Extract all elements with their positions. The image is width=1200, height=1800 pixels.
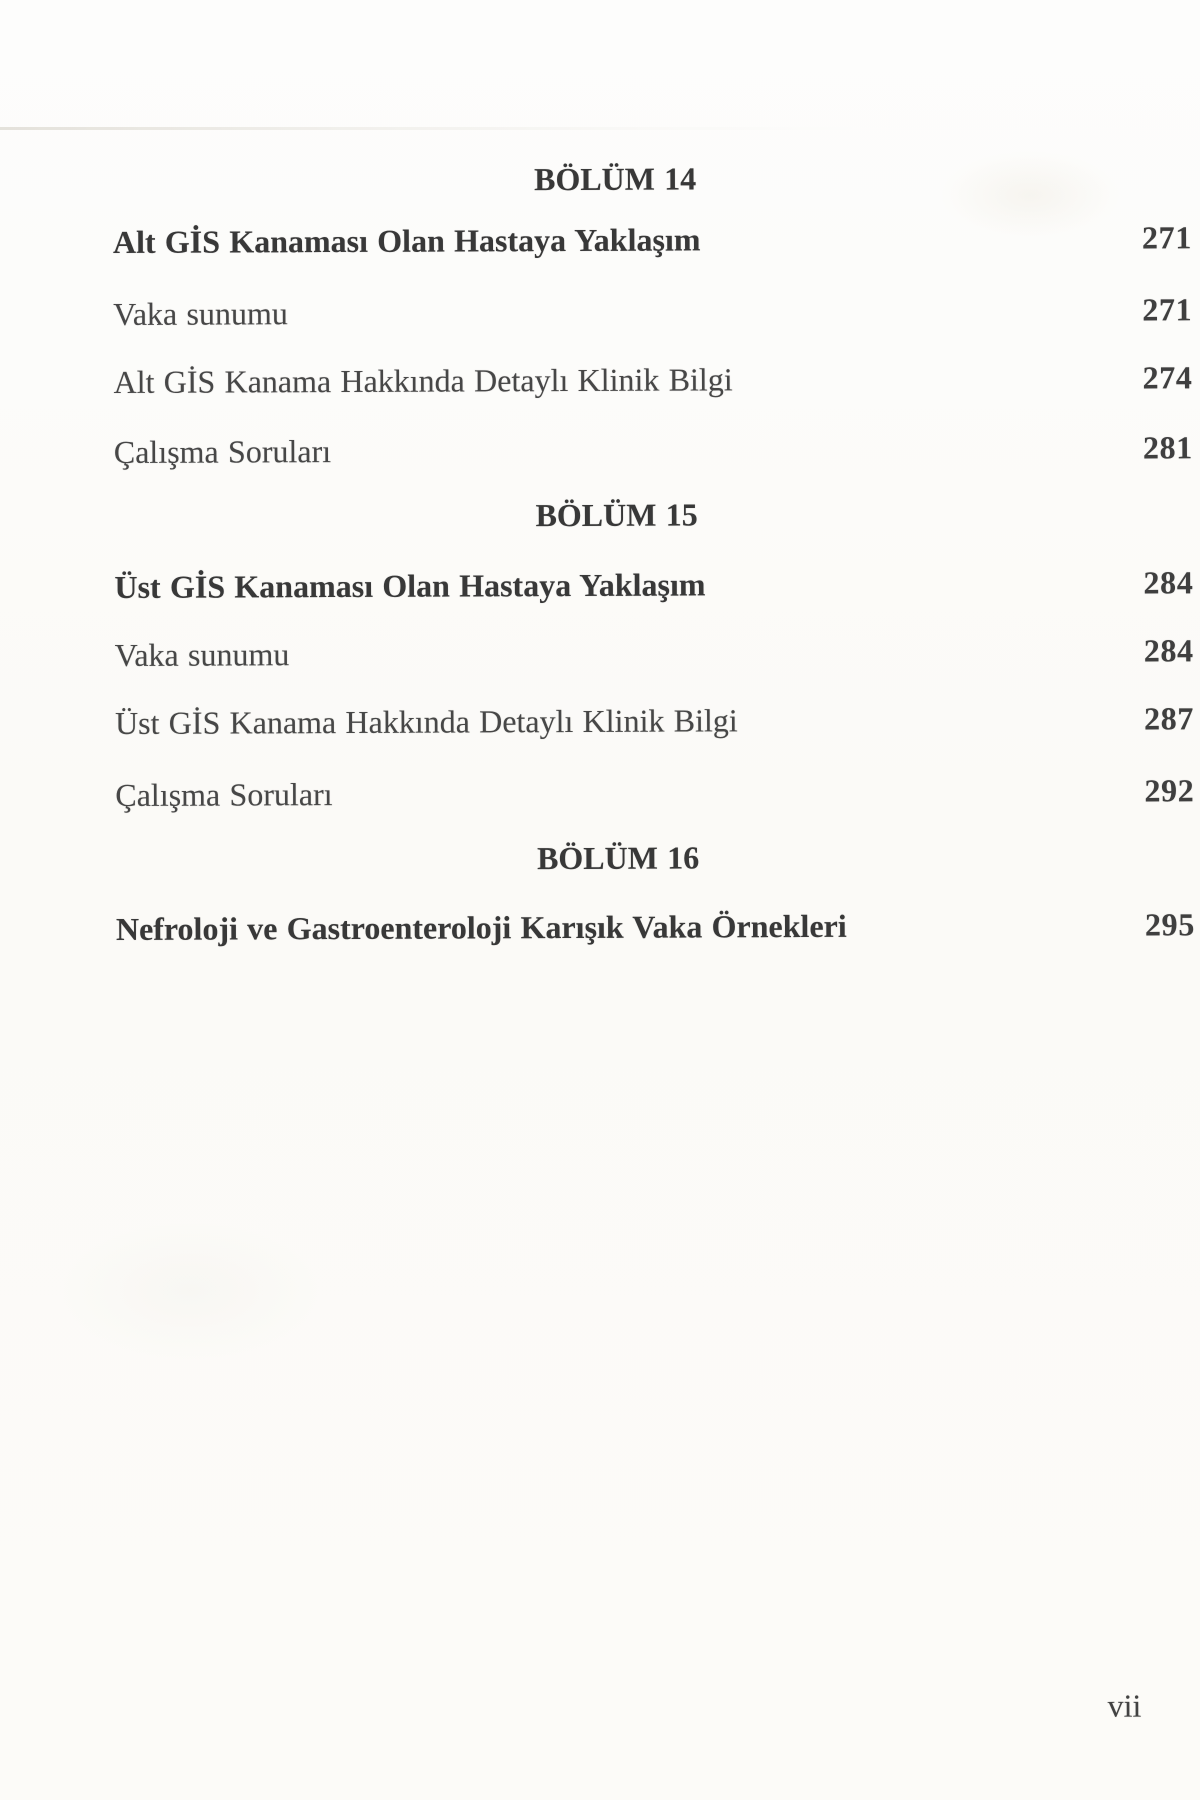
toc-entry [113, 361, 1192, 398]
toc-entry [113, 221, 1192, 258]
toc-entry-page-number: 295 [1144, 906, 1195, 943]
toc-entry [114, 566, 1193, 603]
toc-entry-label: Vaka sunumu [113, 295, 288, 332]
toc-entry-page-number: 271 [1141, 219, 1192, 256]
toc-entry-page-number: 287 [1144, 700, 1195, 737]
toc-entry [115, 634, 1194, 671]
toc-entry-page-number: 271 [1142, 291, 1193, 328]
toc-entry-page-number: 284 [1143, 632, 1194, 669]
toc-entry-label: Çalışma Soruları [115, 776, 333, 813]
toc-entry [114, 431, 1193, 468]
toc-entry-page-number: 292 [1144, 772, 1195, 809]
toc-entry-page-number: 274 [1142, 359, 1193, 396]
toc-entry-page-number: 284 [1143, 564, 1194, 601]
toc-entry-label: Alt GİS Kanama Hakkında Detaylı Klinik Bilgi [113, 361, 733, 400]
toc-entry [115, 774, 1194, 811]
toc-entry [116, 908, 1195, 945]
toc-content [112, 0, 1199, 1800]
toc-entry-label: Vaka sunumu [114, 636, 290, 673]
toc-entry-label: Üst GİS Kanama Hakkında Detaylı Klinik Bilgi [114, 702, 738, 741]
chapter-heading-bolum-16: BÖLÜM 16 [536, 839, 700, 877]
chapter-heading-bolum-15: BÖLÜM 15 [535, 496, 698, 534]
toc-entry-label: Nefroloji ve Gastroenteroloji Karışık Vaka Örnekleri [115, 907, 847, 947]
toc-entry-page-number: 281 [1142, 429, 1193, 466]
chapter-heading-bolum-14: BÖLÜM 14 [533, 160, 697, 198]
toc-entry-label: Alt GİS Kanaması Olan Hastaya Yaklaşım [112, 221, 701, 260]
toc-entry [113, 293, 1192, 330]
toc-entry [115, 702, 1194, 739]
toc-entry-label: Çalışma Soruları [113, 433, 332, 470]
toc-entry-label: Üst GİS Kanaması Olan Hastaya Yaklaşım [114, 566, 706, 605]
folio-page-number: vii [1107, 1687, 1142, 1724]
